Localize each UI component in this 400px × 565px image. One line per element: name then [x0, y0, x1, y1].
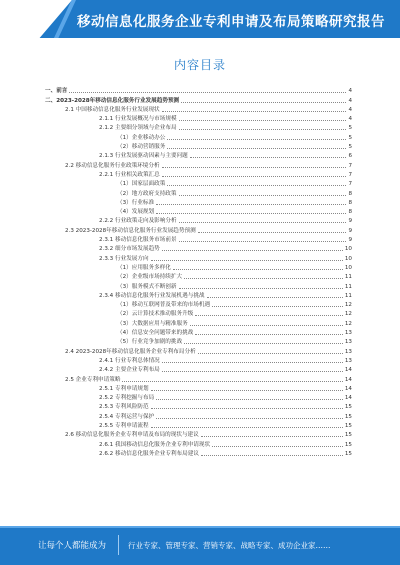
toc-entry[interactable] — [45, 253, 352, 262]
toc-entry-page: 5 — [348, 144, 352, 151]
toc-entry-title: 2.4.2 主要企业专利布局 — [99, 367, 160, 374]
toc-entry-title: 2.1 中国移动信息化服务行业发展现状 — [65, 106, 160, 113]
toc-leader-dots — [181, 101, 346, 103]
toc-leader-dots — [179, 221, 347, 223]
footer-separator — [118, 535, 119, 555]
toc-entry[interactable] — [45, 244, 352, 253]
toc-entry[interactable] — [45, 151, 352, 160]
toc-entry-title: 2.3.4 移动信息化服务行业发展机遇与挑战 — [99, 292, 205, 299]
toc-entry-title: （1）国家层面政策 — [117, 181, 166, 188]
toc-entry-page: 12 — [344, 320, 352, 327]
toc-entry[interactable] — [45, 272, 352, 281]
report-title: 移动信息化服务企业专利申请及布局策略研究报告 — [77, 14, 385, 30]
toc-leader-dots — [212, 445, 343, 447]
toc-entry-page: 10 — [344, 255, 352, 262]
toc-entry[interactable] — [45, 207, 352, 216]
toc-leader-dots — [151, 426, 343, 428]
toc-leader-dots — [184, 277, 343, 279]
toc-entry-page: 9 — [348, 218, 352, 225]
toc-entry[interactable] — [45, 300, 352, 309]
toc-entry[interactable] — [45, 337, 352, 346]
toc-entry-title: 2.5.1 专利申请规划 — [99, 385, 149, 392]
toc-leader-dots — [151, 259, 343, 261]
toc-leader-dots — [179, 128, 347, 130]
toc-entry-title: （3）服务模式不断创新 — [117, 283, 177, 290]
page-header — [0, 0, 400, 38]
toc-leader-dots — [190, 156, 347, 158]
toc-leader-dots — [167, 147, 346, 149]
toc-leader-dots — [151, 407, 343, 409]
toc-leader-dots — [156, 212, 346, 214]
toc-entry-page: 11 — [344, 283, 352, 290]
toc-leader-dots — [195, 314, 343, 316]
toc-leader-dots — [179, 240, 347, 242]
toc-entry-page: 8 — [348, 190, 352, 197]
toc-entry[interactable] — [45, 216, 352, 225]
toc-entry-title: （1）移动互联网普及带来的市场机遇 — [117, 302, 211, 309]
toc-leader-dots — [122, 380, 342, 382]
toc-entry-title: （2）移动营销服务 — [117, 144, 166, 151]
toc-entry-page: 14 — [344, 367, 352, 374]
toc-heading: 内容目录 — [173, 58, 226, 72]
toc-entry-page: 9 — [348, 237, 352, 244]
toc-entry-page: 13 — [344, 339, 352, 346]
toc-entry-title: 2.5.4 专利运营与保护 — [99, 413, 155, 420]
toc-entry-title: 2.2 移动信息化服务行业政策环境分析 — [65, 162, 160, 169]
toc-entry[interactable] — [45, 235, 352, 244]
toc-entry-page: 4 — [348, 106, 352, 113]
toc-entry-page: 15 — [344, 450, 352, 457]
toc-entry-title: 二、2023-2028年移动信息化服务行业发展趋势预测 — [45, 97, 180, 104]
toc-entry[interactable] — [45, 291, 352, 300]
toc-entry-page: 15 — [344, 413, 352, 420]
toc-leader-dots — [190, 324, 343, 326]
toc-entry-page: 15 — [344, 404, 352, 411]
toc-leader-dots — [162, 361, 343, 363]
toc-entry-title: 2.4 2023-2028年移动信息化服务企业专利布局分析 — [65, 348, 196, 355]
table-of-contents — [45, 86, 352, 458]
toc-entry-page: 5 — [348, 134, 352, 141]
toc-entry-page: 10 — [344, 246, 352, 253]
toc-entry[interactable] — [45, 170, 352, 179]
toc-entry-page: 14 — [344, 376, 352, 383]
toc-entry-page: 15 — [344, 432, 352, 439]
toc-entry[interactable] — [45, 374, 352, 383]
toc-entry[interactable] — [45, 384, 352, 393]
toc-leader-dots — [162, 249, 343, 251]
toc-entry-page: 4 — [348, 97, 352, 104]
toc-entry-title: （1）企业移动办公 — [117, 134, 166, 141]
toc-entry-title: 2.1.1 行业发展概况与市场规模 — [99, 116, 177, 123]
toc-entry-page: 14 — [344, 385, 352, 392]
toc-leader-dots — [156, 398, 343, 400]
toc-entry-title: 2.6 移动信息化服务企业专利申请及布局的现状与建议 — [65, 432, 199, 439]
toc-entry-page: 9 — [348, 227, 352, 234]
toc-entry[interactable] — [45, 132, 352, 141]
toc-entry-title: （4）发展规划 — [117, 209, 155, 216]
toc-entry-title: 2.2.1 行业相关政策汇总 — [99, 171, 160, 178]
toc-entry-page: 13 — [344, 357, 352, 364]
toc-entry-title: 2.3.2 细分市场发展趋势 — [99, 246, 160, 253]
toc-entry-title: 2.2.2 行业政策走向及影响分析 — [99, 218, 177, 225]
toc-leader-dots — [167, 184, 346, 186]
toc-entry-title: （3）大数据应用与精准服务 — [117, 320, 188, 327]
toc-entry[interactable] — [45, 123, 352, 132]
toc-entry[interactable] — [45, 225, 352, 234]
toc-entry-title: 2.3.1 移动信息化服务市场前景 — [99, 237, 177, 244]
toc-entry-title: （1）应用服务多样化 — [117, 264, 171, 271]
toc-entry[interactable] — [45, 449, 352, 458]
toc-leader-dots — [184, 342, 343, 344]
toc-leader-dots — [156, 417, 343, 419]
toc-leader-dots — [179, 287, 343, 289]
toc-entry[interactable] — [45, 263, 352, 272]
toc-entry-page: 8 — [348, 199, 352, 206]
toc-leader-dots — [156, 203, 346, 205]
toc-leader-dots — [207, 296, 343, 298]
toc-entry-title: 2.3.3 行业发展方向 — [99, 255, 149, 262]
toc-entry[interactable] — [45, 318, 352, 327]
toc-leader-dots — [198, 231, 347, 233]
toc-leader-dots — [167, 138, 346, 140]
toc-entry[interactable] — [45, 114, 352, 123]
toc-entry-title: （2）云计算技术推动服务升级 — [117, 311, 194, 318]
toc-entry-title: 2.5.2 专利挖掘与布局 — [99, 395, 155, 402]
toc-entry[interactable] — [45, 365, 352, 374]
toc-leader-dots — [179, 119, 347, 121]
toc-entry[interactable] — [45, 86, 352, 95]
toc-entry-page: 5 — [348, 125, 352, 132]
toc-leader-dots — [212, 305, 343, 307]
toc-entry[interactable] — [45, 328, 352, 337]
toc-entry-title: 一、前言 — [45, 88, 68, 95]
toc-entry-title: 2.5.3 专利风险防范 — [99, 404, 149, 411]
toc-entry-page: 14 — [344, 395, 352, 402]
toc-entry-page: 15 — [344, 422, 352, 429]
toc-leader-dots — [201, 454, 343, 456]
toc-entry[interactable] — [45, 411, 352, 420]
toc-entry-title: （5）行业竞争加剧的挑战 — [117, 339, 183, 346]
toc-entry-title: （2）地方政府支持政策 — [117, 190, 177, 197]
toc-entry-title: 2.6.2 移动信息化服务企业专利布局建议 — [99, 450, 199, 457]
toc-entry[interactable] — [45, 198, 352, 207]
toc-entry-page: 7 — [348, 181, 352, 188]
footer-divider — [0, 526, 400, 528]
toc-leader-dots — [173, 268, 343, 270]
toc-entry[interactable] — [45, 346, 352, 355]
toc-entry-title: 2.1.3 行业发展驱动因素与主要问题 — [99, 153, 188, 160]
toc-leader-dots — [201, 435, 343, 437]
toc-entry[interactable] — [45, 309, 352, 318]
toc-leader-dots — [195, 333, 343, 335]
toc-entry[interactable] — [45, 393, 352, 402]
toc-leader-dots — [69, 91, 346, 93]
footer-slogan-left: 让每个人都能成为 — [38, 541, 107, 551]
toc-entry[interactable] — [45, 105, 352, 114]
toc-entry[interactable] — [45, 160, 352, 169]
toc-entry-page: 10 — [344, 264, 352, 271]
toc-entry-page: 4 — [348, 116, 352, 123]
toc-entry-title: 2.6.1 我国移动信息化服务企业专利申请现状 — [99, 441, 211, 448]
toc-leader-dots — [198, 352, 343, 354]
toc-entry[interactable] — [45, 402, 352, 411]
toc-entry-page: 12 — [344, 311, 352, 318]
toc-entry-page: 13 — [344, 330, 352, 337]
toc-entry[interactable] — [45, 188, 352, 197]
toc-entry-page: 6 — [348, 153, 352, 160]
page-footer — [0, 526, 400, 565]
toc-entry-page: 11 — [344, 292, 352, 299]
toc-leader-dots — [179, 194, 347, 196]
toc-entry[interactable] — [45, 421, 352, 430]
toc-entry-title: 2.3 2023-2028年移动信息化服务行业发展趋势预测 — [65, 227, 196, 234]
toc-entry[interactable] — [45, 142, 352, 151]
toc-leader-dots — [162, 370, 343, 372]
toc-entry-title: 2.5.5 专利申请流程 — [99, 422, 149, 429]
toc-entry-page: 7 — [348, 162, 352, 169]
toc-leader-dots — [162, 175, 347, 177]
toc-entry-title: （3）行业标准 — [117, 199, 155, 206]
toc-entry-page: 4 — [348, 88, 352, 95]
toc-entry[interactable] — [45, 356, 352, 365]
toc-entry[interactable] — [45, 439, 352, 448]
toc-entry-page: 8 — [348, 209, 352, 216]
toc-entry-page: 12 — [344, 302, 352, 309]
toc-leader-dots — [162, 166, 347, 168]
toc-entry-page: 7 — [348, 171, 352, 178]
toc-entry-title: 2.5 企业专利申请策略 — [65, 376, 121, 383]
toc-entry-title: （2）企业级市场持续扩大 — [117, 274, 183, 281]
toc-leader-dots — [162, 110, 347, 112]
toc-entry-title: 2.1.2 主要细分领域与企业布局 — [99, 125, 177, 132]
toc-entry-page: 13 — [344, 348, 352, 355]
toc-entry[interactable] — [45, 430, 352, 439]
toc-leader-dots — [151, 389, 343, 391]
toc-entry[interactable] — [45, 179, 352, 188]
toc-entry-title: （4）信息安全问题带来的挑战 — [117, 330, 194, 337]
toc-entry-title: 2.4.1 行业专利总体情况 — [99, 357, 160, 364]
footer-slogan-right: 行业专家、管理专家、营销专家、战略专家、成功企业家…… — [128, 541, 331, 550]
toc-entry[interactable] — [45, 281, 352, 290]
toc-entry[interactable] — [45, 95, 352, 104]
toc-entry-page: 15 — [344, 441, 352, 448]
toc-entry-page: 11 — [344, 274, 352, 281]
